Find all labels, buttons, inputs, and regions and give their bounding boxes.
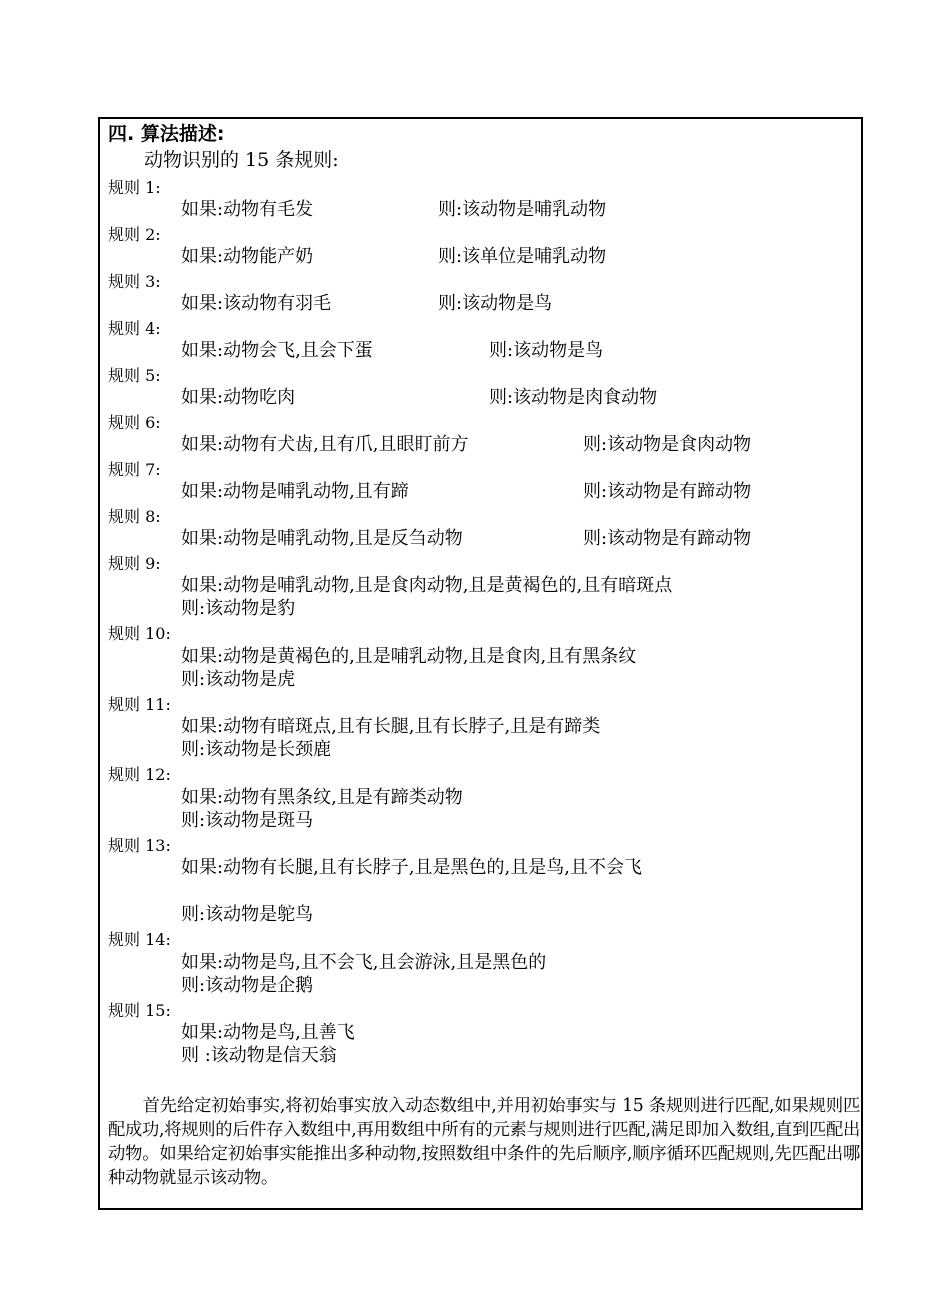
rule-condition: 如果:动物吃肉 [181,387,296,408]
rule-label: 规则 7: [108,460,161,479]
rule-label: 规则 12: [108,765,171,784]
rule-condition: 如果:动物有犬齿,且有爪,且眼盯前方 [181,434,469,455]
rule-label: 规则 3: [108,272,161,291]
rule-conclusion: 则:该动物是有蹄动物 [583,528,752,549]
rule-conclusion: 则:该动物是肉食动物 [489,387,658,408]
rule-label: 规则 4: [108,319,161,338]
rule-condition: 如果:动物有毛发 [181,199,314,220]
rule-condition: 如果:动物有暗斑点,且有长腿,且有长脖子,且是有蹄类 [181,716,601,737]
rule-label: 规则 14: [108,930,171,949]
rule-label: 规则 8: [108,507,161,526]
section-heading: 四. 算法描述: [108,123,225,145]
rule-conclusion: 则:该动物是豹 [181,598,296,619]
rule-conclusion: 则:该动物是鸟 [438,293,553,314]
rule-label: 规则 1: [108,178,161,197]
rule-conclusion: 则:该动物是鸟 [489,340,604,361]
rule-label: 规则 2: [108,225,161,244]
rule-label: 规则 13: [108,836,171,855]
rule-condition: 如果:动物会飞,且会下蛋 [181,340,373,361]
algorithm-description: 首先给定初始事实,将初始事实放入动态数组中,并用初始事实与 15 条规则进行匹配,如果规则匹配成功,将规则的后件存入数组中,再用数组中所有的元素与规则进行匹配,满足即加入数组,直到匹配出动物。如果给定初始事实能推出多种动物,按照数组中条件的先后顺序,顺序循环匹配规则,先匹配出哪种动物就显示该动物。 [108,1096,860,1188]
rule-condition: 如果:动物是黄褐色的,且是哺乳动物,且是食肉,且有黑条纹 [181,646,637,667]
rule-conclusion: 则:该动物是企鹅 [181,975,314,996]
rule-conclusion: 则:该动物是长颈鹿 [181,739,332,760]
rule-label: 规则 11: [108,695,171,714]
rule-conclusion: 则:该动物是食肉动物 [583,434,752,455]
rule-conclusion: 则:该动物是有蹄动物 [583,481,752,502]
rule-conclusion: 则:该动物是哺乳动物 [438,199,607,220]
rule-condition: 如果:动物是哺乳动物,且是食肉动物,且是黄褐色的,且有暗斑点 [181,575,673,596]
rule-label: 规则 10: [108,624,171,643]
rule-condition: 如果:该动物有羽毛 [181,293,332,314]
rule-conclusion: 则:该动物是鸵鸟 [181,904,314,925]
section-subheading: 动物识别的 15 条规则: [144,149,339,171]
rule-label: 规则 9: [108,554,161,573]
rule-label: 规则 15: [108,1001,171,1020]
rule-condition: 如果:动物是哺乳动物,且是反刍动物 [181,528,463,549]
rule-conclusion: 则:该动物是斑马 [181,810,314,831]
rule-condition: 如果:动物是哺乳动物,且有蹄 [181,481,409,502]
rule-condition: 如果:动物是鸟,且善飞 [181,1022,355,1043]
rule-condition: 如果:动物有黑条纹,且是有蹄类动物 [181,787,463,808]
rule-conclusion: 则:该动物是虎 [181,669,296,690]
rule-label: 规则 6: [108,413,161,432]
rule-conclusion: 则 :该动物是信天翁 [181,1045,337,1066]
rule-label: 规则 5: [108,366,161,385]
rule-conclusion: 则:该单位是哺乳动物 [438,246,607,267]
rule-condition: 如果:动物是鸟,且不会飞,且会游泳,且是黑色的 [181,952,547,973]
rule-condition: 如果:动物能产奶 [181,246,314,267]
rule-condition: 如果:动物有长腿,且有长脖子,且是黑色的,且是鸟,且不会飞 [181,857,642,878]
